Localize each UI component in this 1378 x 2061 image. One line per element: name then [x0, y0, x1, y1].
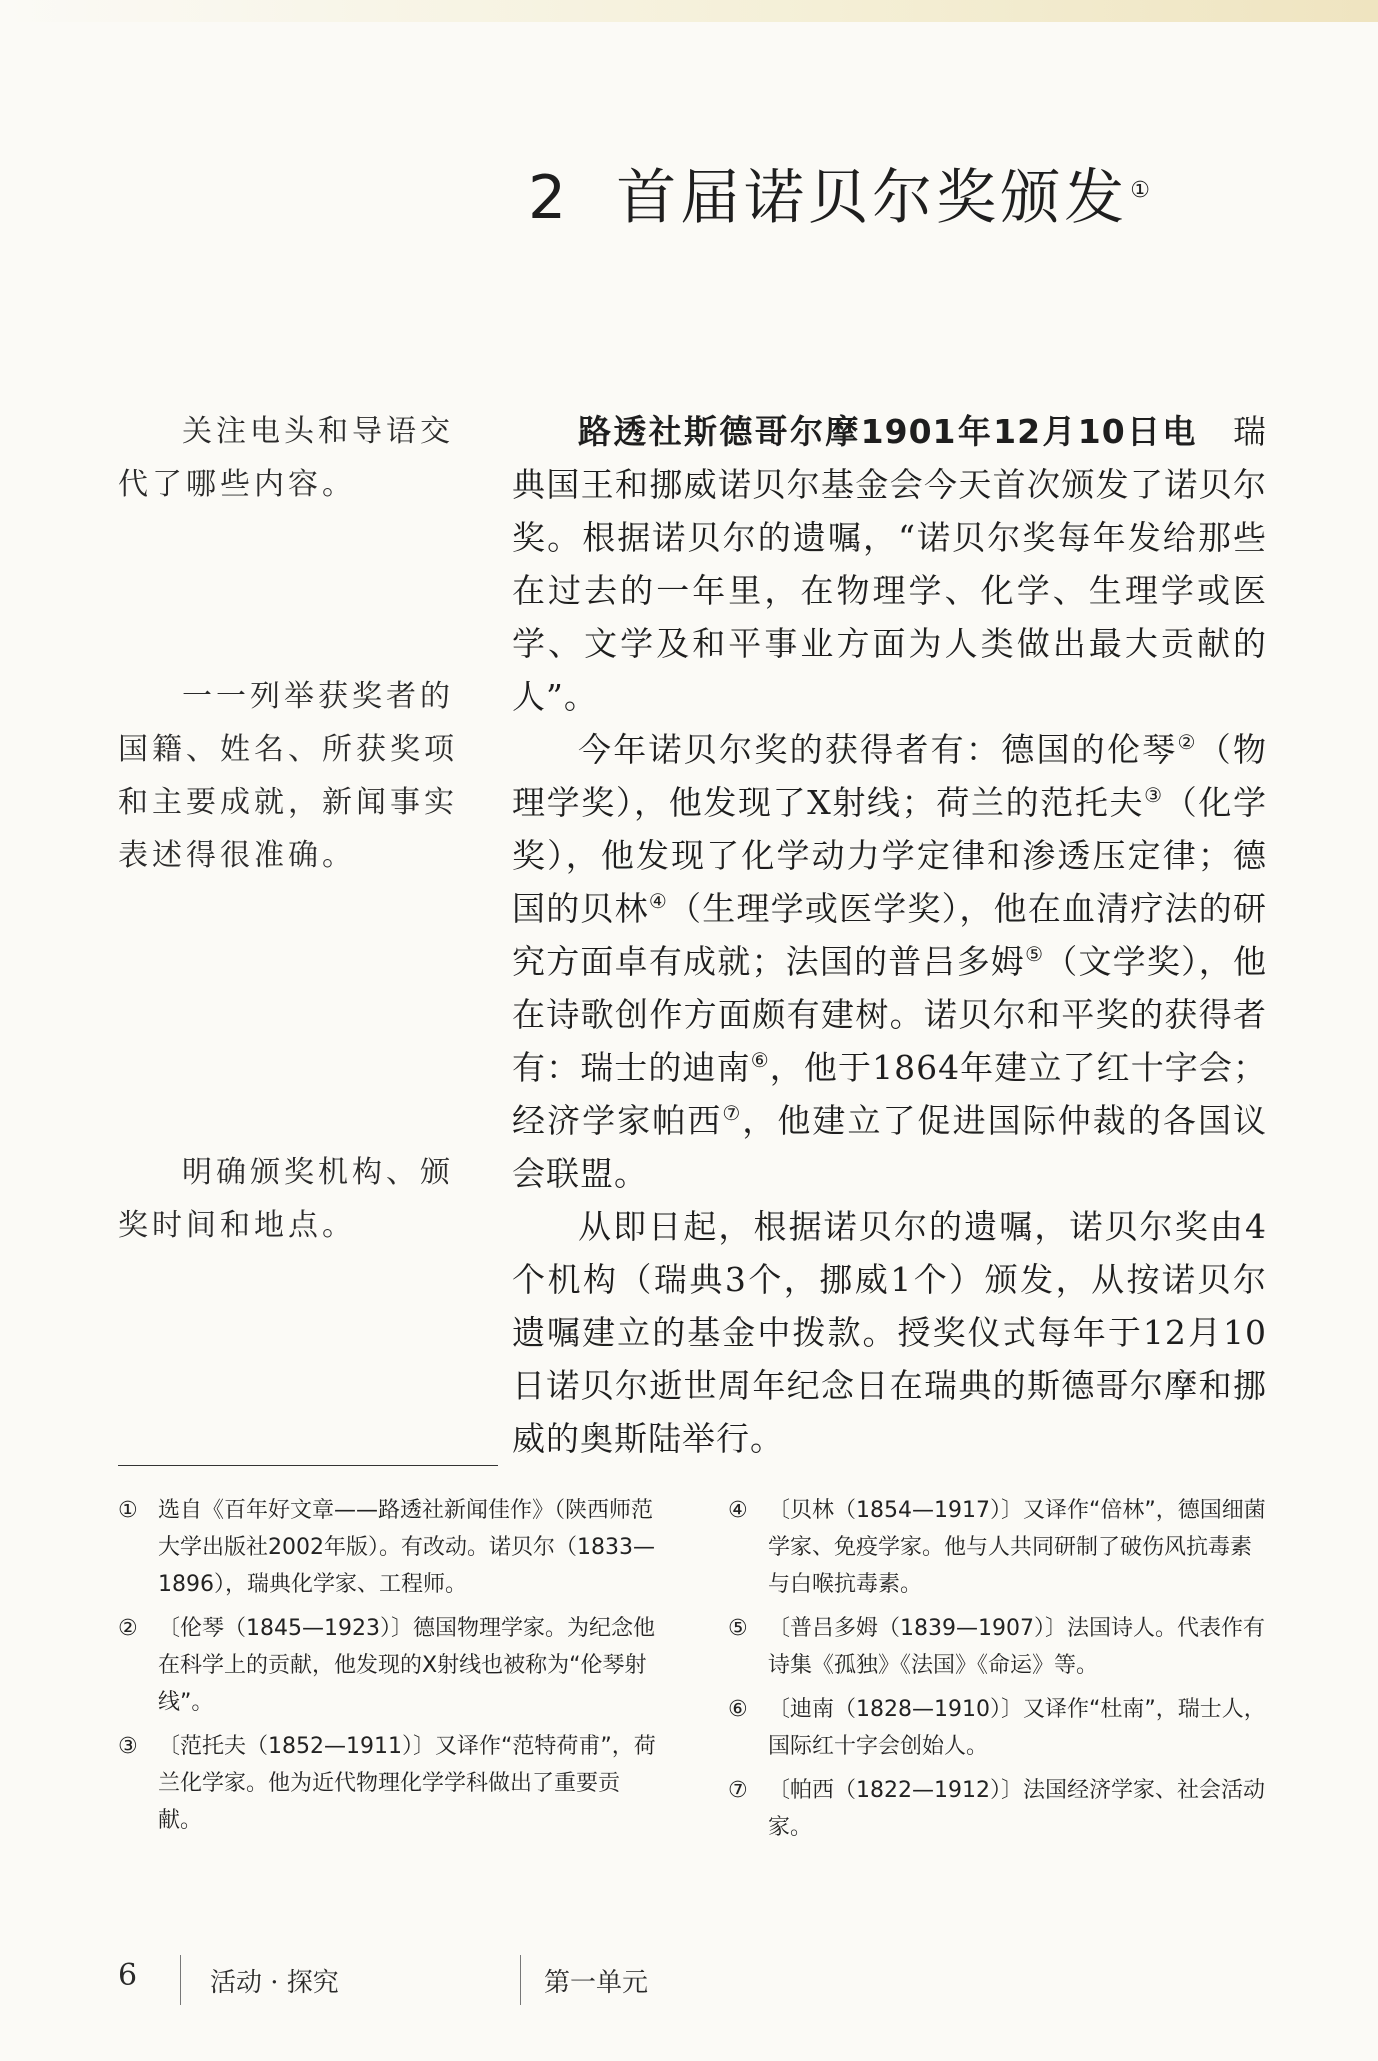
margin-note-ceremony: 明确颁奖机构、颁奖时间和地点。 — [118, 1155, 454, 1243]
footnotes-right — [728, 1492, 1268, 1853]
page-edge — [0, 0, 1378, 22]
footnote-3: ③ 〔范托夫（1852—1911）〕又译作“范特荷甫”，荷兰化学家。他为近代物理化学学科做出了重要贡献。 — [118, 1734, 656, 1833]
footnotes-left — [118, 1492, 658, 1846]
winners-paragraph: 今年诺贝尔奖的获得者有：德国的伦琴②（物理学奖），他发现了X射线；荷兰的范托夫③（化学奖），他发现了化学动力学定律和渗透压定律；德国的贝林④（生理学或医学奖），他在血清疗法的研究方面卓有成就；法国的普吕多姆⑤（文学奖），他在诗歌创作方面颇有建树。诺贝尔和平奖的获得者有：瑞士的迪南⑥，他于1864年建立了红十字会；经济学家帕西⑦，他建立了促进国际仲裁的各国议会联盟。 — [512, 730, 1268, 1193]
footer-divider — [520, 1955, 521, 2005]
footer-divider — [180, 1955, 181, 2005]
footnote-1: ① 选自《百年好文章——路透社新闻佳作》（陕西师范大学出版社2002年版）。有改动。诺贝尔（1833—1896），瑞典化学家、工程师。 — [118, 1498, 655, 1597]
margin-note-lead: 关注电头和导语交代了哪些内容。 — [118, 414, 454, 502]
lead-paragraph: 路透社斯德哥尔摩1901年12月10日电 瑞典国王和挪威诺贝尔基金会今天首次颁发了诺贝尔奖。根据诺贝尔的遗嘱，“诺贝尔奖每年发给那些在过去的一年里，在物理学、化学、生理学或医学、文学及和平事业方面为人类做出最大贡献的人”。 — [512, 412, 1268, 716]
lesson-number: 2 — [528, 163, 571, 233]
section-label: 活动 · 探究 — [210, 1968, 339, 1998]
note-ref-6: ⑥ — [750, 1048, 770, 1072]
note-ref-7: ⑦ — [722, 1101, 743, 1125]
footnote-6: ⑥ 〔迪南（1828—1910）〕又译作“杜南”，瑞士人，国际红十字会创始人。 — [728, 1697, 1266, 1759]
footnote-5: ⑤ 〔普吕多姆（1839—1907）〕法国诗人。代表作有诗集《孤独》《法国》《命运》等。 — [728, 1616, 1265, 1678]
note-ref-4: ④ — [648, 889, 668, 913]
page-number: 6 — [118, 1958, 138, 1993]
ceremony-paragraph: 从即日起，根据诺贝尔的遗嘱，诺贝尔奖由4个机构（瑞典3个，挪威1个）颁发，从按诺贝尔遗嘱建立的基金中拨款。授奖仪式每年于12月10日诺贝尔逝世周年纪念日在瑞典的斯德哥尔摩和挪威的奥斯陆举行。 — [512, 1207, 1267, 1458]
title-note-mark: ① — [1130, 178, 1154, 203]
footnote-2: ② 〔伦琴（1845—1923）〕德国物理学家。为纪念他在科学上的贡献，他发现的X射线也被称为“伦琴射线”。 — [118, 1616, 655, 1715]
note-ref-5: ⑤ — [1025, 942, 1045, 966]
article-body — [512, 405, 1267, 1465]
footnote-4: ④ 〔贝林（1854—1917）〕又译作“倍林”，德国细菌学家、免疫学家。他与人共同研制了破伤风抗毒素与白喉抗毒素。 — [728, 1498, 1266, 1597]
footnote-divider — [118, 1465, 498, 1466]
note-ref-2: ② — [1177, 730, 1198, 754]
margin-note-winners: 一一列举获奖者的国籍、姓名、所获奖项和主要成就，新闻事实表述得很准确。 — [118, 679, 458, 873]
footnote-7: ⑦ 〔帕西（1822—1912）〕法国经济学家、社会活动家。 — [728, 1778, 1265, 1840]
dateline: 路透社斯德哥尔摩1901年12月10日电 — [578, 412, 1198, 451]
page-title — [528, 150, 1154, 236]
title-text: 首届诺贝尔奖颁发 — [616, 163, 1129, 233]
unit-label: 第一单元 — [544, 1968, 649, 1998]
note-ref-3: ③ — [1144, 783, 1164, 807]
